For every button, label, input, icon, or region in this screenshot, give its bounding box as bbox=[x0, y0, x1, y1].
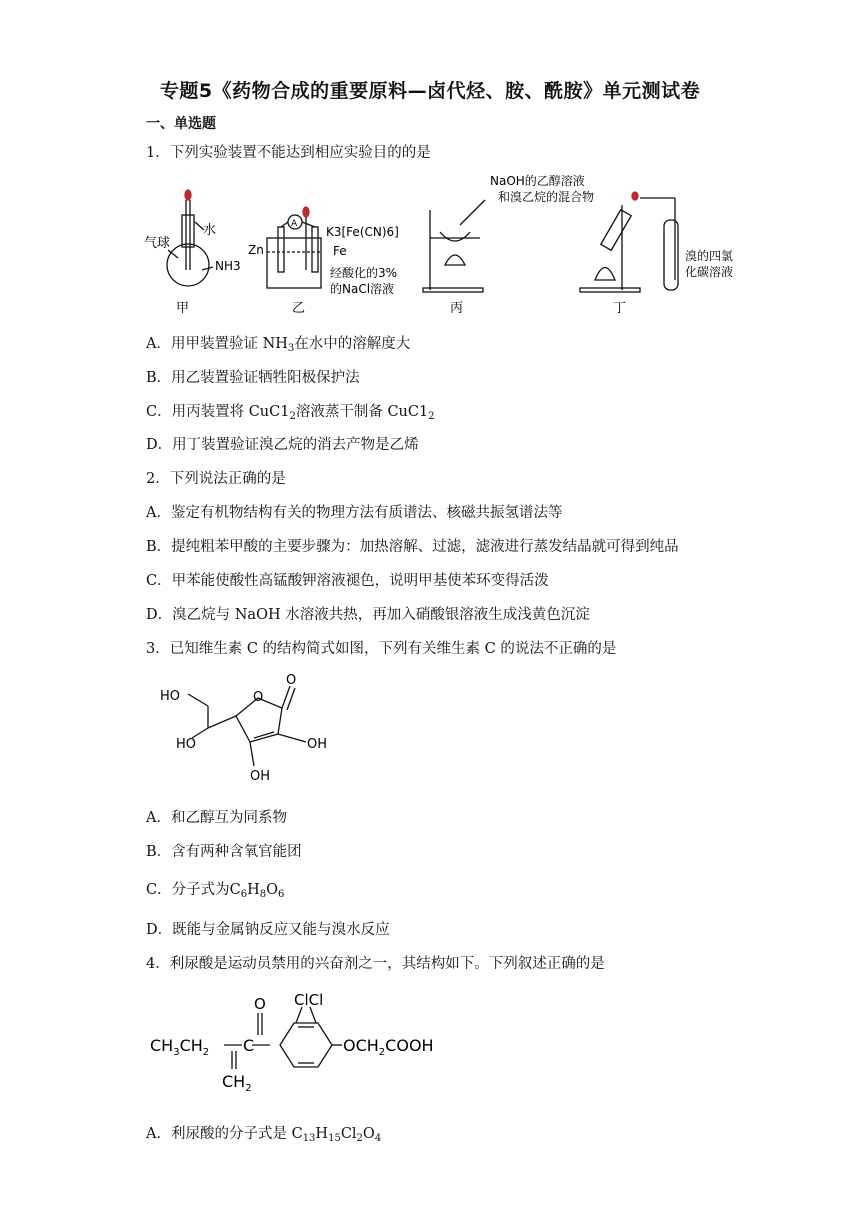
option-c-text: C．用丙装置将 CuC1 bbox=[146, 404, 290, 420]
label-ho-2: HO bbox=[176, 737, 197, 752]
label-och2cooh: $OCH_2COOH$ bbox=[343, 1036, 434, 1058]
formula-o-sub: 6 bbox=[278, 889, 285, 900]
option-a-text: A．利尿酸的分子式是 C bbox=[146, 1126, 303, 1142]
question-2-option-c: C．甲苯能使酸性高锰酸钾溶液褪色，说明甲基使苯环变得活泼 bbox=[146, 573, 549, 589]
formula-h-sub: 8 bbox=[259, 889, 267, 900]
label-c-1: C bbox=[243, 1036, 255, 1055]
label-yi: 乙 bbox=[292, 301, 306, 316]
label-o-ring: O bbox=[253, 690, 264, 705]
formula-o-sub: 4 bbox=[374, 1133, 382, 1144]
label-ch2: $CH_2$ bbox=[222, 1072, 252, 1094]
option-c-text-2: 溶液蒸干制备 CuC1 bbox=[295, 404, 429, 420]
apparatus-bing bbox=[423, 200, 485, 292]
question-2-option-b: B．提纯粗苯甲酸的主要步骤为：加热溶解、过滤，滤液进行蒸发结晶就可得到纯品 bbox=[146, 539, 679, 555]
label-ho-1: HO bbox=[160, 689, 181, 704]
label-nacl-2: 的NaCl溶液 bbox=[330, 282, 395, 296]
label-jia: 甲 bbox=[176, 301, 190, 316]
question-2-stem: 2．下列说法正确的是 bbox=[146, 471, 286, 487]
question-4-option-a bbox=[146, 1122, 381, 1144]
label-bing: 丙 bbox=[450, 301, 464, 316]
label-naoh-2: 和溴乙烷的混合物 bbox=[498, 190, 595, 204]
label-nh3: NH3 bbox=[215, 259, 241, 273]
label-ding: 丁 bbox=[613, 301, 627, 316]
formula-c: C bbox=[229, 882, 241, 898]
label-br-1: 溴的四氯 bbox=[685, 249, 734, 263]
label-clcl: ClCl bbox=[294, 991, 324, 1009]
label-k3: K3[Fe(CN)6] bbox=[326, 225, 399, 239]
formula-h: H bbox=[247, 882, 260, 898]
formula-o: O bbox=[362, 1126, 375, 1142]
label-balloon: 气球 bbox=[144, 236, 171, 251]
label-zn: Zn bbox=[248, 243, 264, 257]
question-3-option-d: D．既能与金属钠反应又能与溴水反应 bbox=[146, 922, 390, 938]
question-1-option-b: B．用乙装置验证牺牲阳极保护法 bbox=[146, 370, 360, 386]
formula-cl-sub: 2 bbox=[356, 1133, 363, 1144]
option-a-text: A．用甲装置验证 NH bbox=[146, 336, 288, 352]
apparatus-ding bbox=[580, 192, 678, 292]
question-3-option-b: B．含有两种含氧官能团 bbox=[146, 844, 302, 860]
question-1-apparatus-figure bbox=[140, 170, 760, 320]
label-o: O bbox=[254, 995, 266, 1013]
formula-o: O bbox=[266, 882, 279, 898]
question-4-stem: 4．利尿酸是运动员禁用的兴奋剂之一，其结构如下。下列叙述正确的是 bbox=[146, 956, 605, 972]
question-1-option-d: D．用丁装置验证溴乙烷的消去产物是乙烯 bbox=[146, 437, 419, 453]
label-o-keto: O bbox=[286, 673, 297, 688]
vitamin-c-structure bbox=[150, 668, 350, 788]
formula-h: H bbox=[315, 1126, 329, 1142]
etacrynic-acid-structure bbox=[146, 985, 476, 1095]
label-br-2: 化碳溶液 bbox=[685, 265, 734, 279]
formula-c-sub: 13 bbox=[302, 1133, 316, 1144]
question-2-option-d: D．溴乙烷与 NaOH 水溶液共热，再加入硝酸银溶液生成浅黄色沉淀 bbox=[146, 607, 590, 623]
question-1-stem: 1．下列实验装置不能达到相应实验目的的是 bbox=[146, 145, 431, 161]
question-3-stem: 3．已知维生素 C 的结构简式如图，下列有关维生素 C 的说法不正确的是 bbox=[146, 641, 617, 657]
label-ammeter: A bbox=[291, 219, 298, 229]
label-ch3: $CH_3CH_2$ bbox=[150, 1036, 210, 1058]
option-a-sub: 3 bbox=[287, 343, 295, 354]
label-water: 水 bbox=[203, 223, 217, 238]
question-1-option-c bbox=[146, 400, 435, 422]
option-c-text: C．分子式为 bbox=[146, 882, 230, 898]
option-c-sub-2: 2 bbox=[428, 411, 435, 422]
apparatus-jia bbox=[167, 190, 213, 286]
formula-c-sub: 6 bbox=[240, 889, 248, 900]
section-heading: 一、单选题 bbox=[146, 116, 216, 132]
label-oh-2: OH bbox=[250, 769, 271, 784]
label-naoh-1: NaOH的乙醇溶液 bbox=[490, 174, 585, 188]
label-fe: Fe bbox=[333, 244, 347, 258]
page-title: 专题5《药物合成的重要原料—卤代烃、胺、酰胺》单元测试卷 bbox=[159, 80, 701, 102]
formula-cl: Cl bbox=[340, 1126, 357, 1142]
question-3-option-a: A．和乙醇互为同系物 bbox=[146, 810, 287, 826]
label-oh-1: OH bbox=[307, 737, 328, 752]
formula-h-sub: 15 bbox=[328, 1133, 341, 1144]
question-3-option-c bbox=[146, 878, 284, 900]
label-nacl-1: 经酸化的3% bbox=[330, 266, 398, 280]
option-c-sub-1: 2 bbox=[289, 411, 296, 422]
question-1-option-a bbox=[146, 332, 410, 354]
option-a-text-2: 在水中的溶解度大 bbox=[294, 336, 411, 352]
question-2-option-a: A．鉴定有机物结构有关的物理方法有质谱法、核磁共振氢谱法等 bbox=[146, 505, 563, 521]
